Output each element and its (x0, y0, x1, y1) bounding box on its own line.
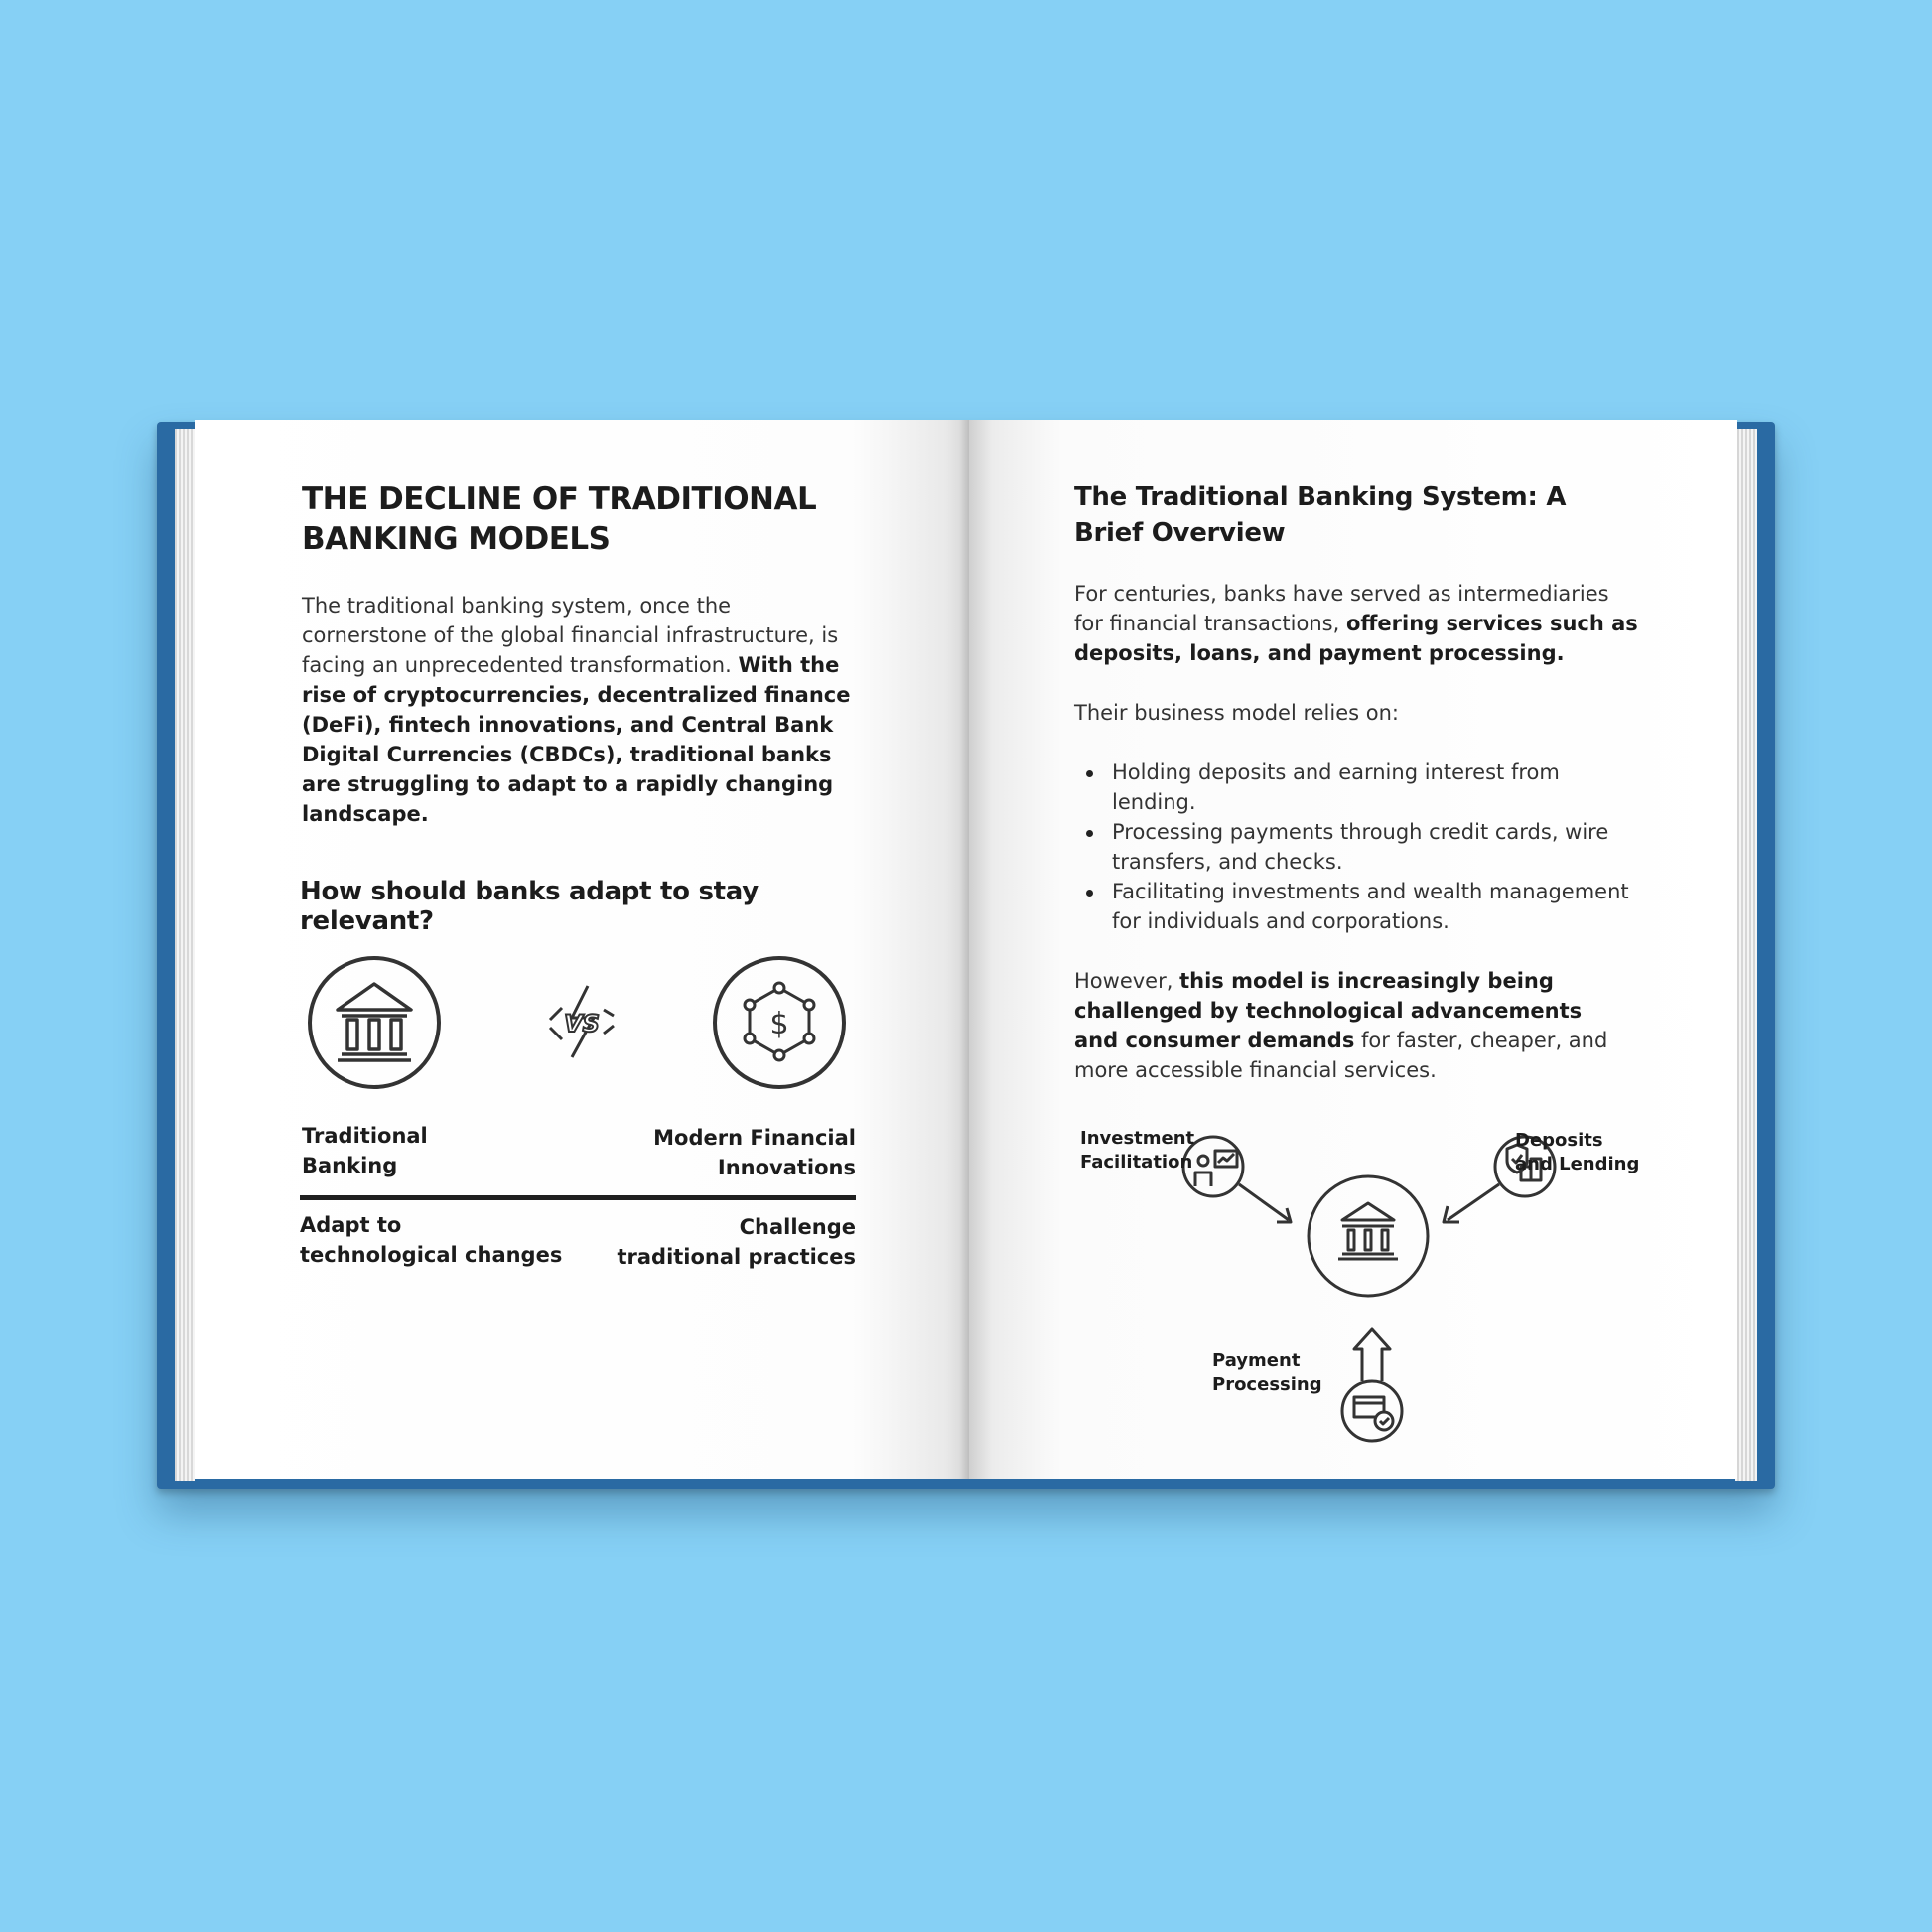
paragraph-3 (1074, 966, 1620, 1085)
p3-plain-text: for faster, cheaper, and more accessible financial services. (1074, 1029, 1608, 1082)
list-item: Processing payments through credit cards, wire transfers, and checks. (1074, 817, 1630, 877)
deposits-label (1515, 1129, 1639, 1176)
payment-icon (1342, 1381, 1402, 1441)
p1-bold-text: offering services such as deposits, loans, and payment processing. (1074, 612, 1638, 665)
arrow-icon (1354, 1329, 1390, 1381)
label-line: Facilitation (1080, 1152, 1193, 1173)
vs-icon (542, 982, 621, 1061)
label-line: Innovations (717, 1156, 856, 1179)
p1-plain-text: For centuries, banks have served as intermediaries for financial transactions, (1074, 582, 1609, 635)
page-title: The Traditional Banking System: A Brief Overview (1074, 483, 1567, 548)
note-line: technological changes (300, 1243, 563, 1267)
list-item: Holding deposits and earning interest from lending. (1074, 758, 1630, 817)
modern-finance-icon (713, 956, 846, 1089)
label-line: Deposits (1515, 1130, 1603, 1151)
left-page (195, 420, 969, 1479)
title-line: BANKING MODELS (302, 521, 611, 557)
list-item: Facilitating investments and wealth management for individuals and corporations. (1074, 877, 1630, 936)
bullet-list (1074, 758, 1630, 936)
traditional-banking-label (302, 1121, 428, 1180)
p3-bold-text: this model is increasingly being challenged by technological advancements and consumer demands (1074, 969, 1583, 1052)
page-edges-left (175, 429, 195, 1481)
label-line: Modern Financial (653, 1126, 856, 1150)
note-line: Challenge (739, 1215, 856, 1239)
paragraph-2: Their business model relies on: (1074, 701, 1399, 725)
label-line: Banking (302, 1154, 398, 1177)
challenge-note (558, 1212, 856, 1272)
paragraph-1 (1074, 579, 1640, 668)
intro-bold-text: With the rise of cryptocurrencies, decentralized finance (DeFi), fintech innovations, and Central Bank Digital Currencies (CBDCs), traditional banks are struggling to adapt to a rapidly changing landscape. (302, 653, 851, 826)
label-line: and Lending (1515, 1154, 1640, 1174)
label-line: Payment (1212, 1350, 1301, 1371)
section-question: How should banks adapt to stay relevant? (300, 877, 759, 936)
vs-text: VS (564, 1010, 600, 1037)
intro-paragraph (302, 591, 858, 829)
investment-label (1080, 1127, 1194, 1174)
p3-plain-text: However, (1074, 969, 1180, 993)
page-title (302, 480, 858, 559)
dollar-sign: $ (769, 1007, 789, 1041)
adapt-note (300, 1210, 562, 1270)
right-page (969, 420, 1737, 1479)
note-line: Adapt to (300, 1213, 402, 1237)
label-line: Processing (1212, 1374, 1322, 1395)
note-line: traditional practices (617, 1245, 856, 1269)
modern-financial-label (558, 1123, 856, 1182)
page-edges-right (1735, 429, 1757, 1481)
title-line: THE DECLINE OF TRADITIONAL (302, 482, 817, 517)
intro-plain-text: The traditional banking system, once the cornerstone of the global financial infrastructure, is facing an unprecedented transformation. (302, 594, 839, 677)
bank-icon (308, 956, 441, 1089)
services-diagram (1158, 1125, 1575, 1452)
divider (300, 1195, 856, 1200)
arrow-icon (1239, 1184, 1291, 1222)
payment-label (1212, 1349, 1322, 1397)
label-line: Traditional (302, 1124, 428, 1148)
arrow-icon (1444, 1184, 1499, 1222)
central-bank-circle (1309, 1176, 1428, 1296)
label-line: Investment (1080, 1128, 1195, 1149)
